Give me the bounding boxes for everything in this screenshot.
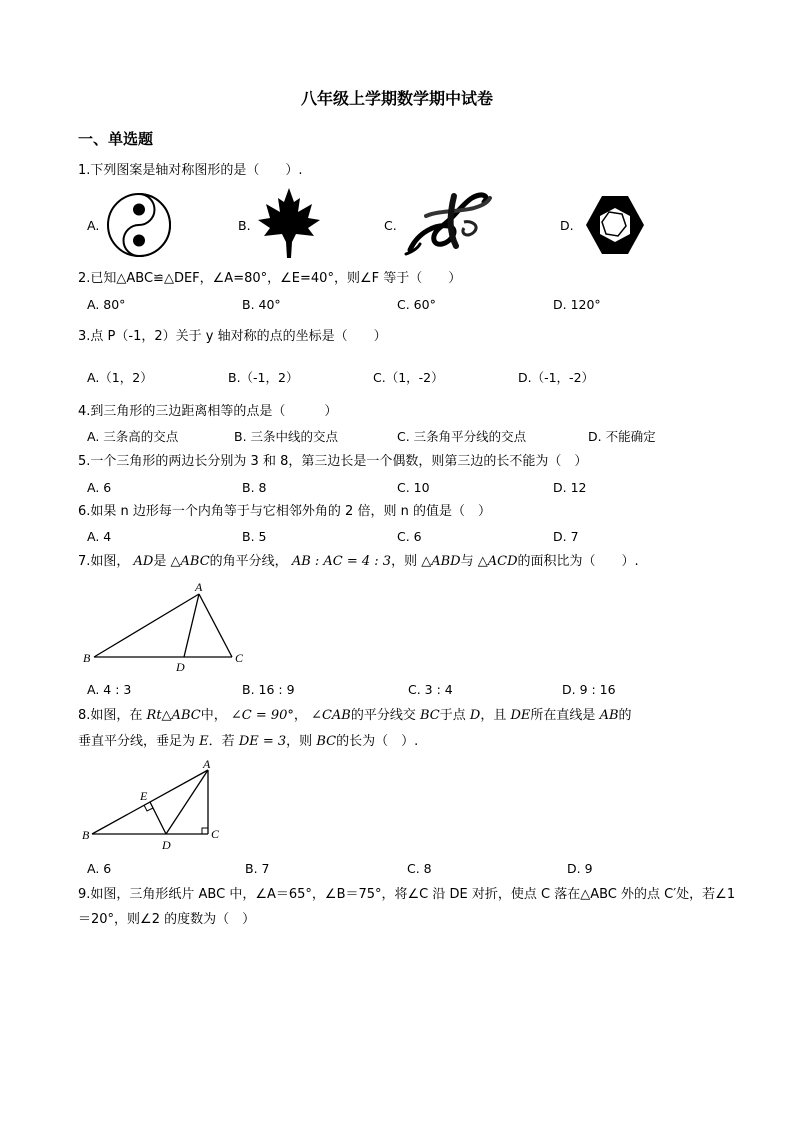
q8-label-b: B xyxy=(82,828,90,842)
page-title: 八年级上学期数学期中试卷 xyxy=(300,89,493,108)
section-heading: 一、单选题 xyxy=(78,130,154,148)
q3-option-c[interactable]: C.（1，-2） xyxy=(373,370,444,385)
q1-option-a[interactable]: A. xyxy=(87,218,100,233)
q1-option-d[interactable]: D. xyxy=(560,218,574,233)
q7-option-c[interactable]: C. 3 : 4 xyxy=(408,682,453,697)
q2-option-c[interactable]: C. 60° xyxy=(397,297,436,312)
q4-option-c[interactable]: C. 三条角平分线的交点 xyxy=(397,429,527,444)
q3-option-b[interactable]: B.（-1，2） xyxy=(228,370,299,385)
q8-option-c[interactable]: C. 8 xyxy=(407,861,432,876)
q1-option-c[interactable]: C. xyxy=(384,218,397,233)
q7-label-c: C xyxy=(235,651,244,665)
q2-option-a[interactable]: A. 80° xyxy=(87,297,126,312)
question-5-text: 5.一个三角形的两边长分别为 3 和 8，第三边长是一个偶数，则第三边的长不能为（ ） xyxy=(78,454,588,469)
q8-label-c: C xyxy=(211,827,220,841)
q4-option-a[interactable]: A. 三条高的交点 xyxy=(87,429,179,444)
q2-option-d[interactable]: D. 120° xyxy=(553,297,601,312)
q4-option-b[interactable]: B. 三条中线的交点 xyxy=(234,429,339,444)
question-8-text-line2: 垂直平分线，垂足为 E．若 DE = 3，则 BC的长为（ ）. xyxy=(78,734,419,749)
calligraphy-icon xyxy=(402,186,494,258)
question-1-text: 1.下列图案是轴对称图形的是（ ）. xyxy=(78,163,303,178)
question-9-text-line2: ＝20°，则∠2 的度数为（ ） xyxy=(78,912,256,927)
q8-right-triangle-diagram xyxy=(80,758,230,854)
q7-label-d: D xyxy=(176,660,185,672)
q8-option-b[interactable]: B. 7 xyxy=(245,861,270,876)
question-2-text: 2.已知△ABC≌△DEF，∠A=80°，∠E=40°，则∠F 等于（ ） xyxy=(78,271,462,286)
q7-label-a: A xyxy=(195,580,203,594)
question-9-text-line1: 9.如图，三角形纸片 ABC 中，∠A＝65°，∠B＝75°，将∠C 沿 DE 对折，使点 C 落在△ABC 外的点 C′处，若∠1 xyxy=(78,887,736,902)
q5-option-d[interactable]: D. 12 xyxy=(553,480,587,495)
question-7-text: 7.如图， AD是 △ABC的角平分线， AB : AC = 4 : 3，则 △ABD与 △ACD的面积比为（ ）. xyxy=(78,554,639,569)
q5-option-b[interactable]: B. 8 xyxy=(242,480,267,495)
q2-option-b[interactable]: B. 40° xyxy=(242,297,281,312)
q4-option-d[interactable]: D. 不能确定 xyxy=(588,429,656,444)
q3-option-a[interactable]: A.（1，2） xyxy=(87,370,153,385)
q7-option-a[interactable]: A. 4 : 3 xyxy=(87,682,132,697)
question-6-text: 6.如果 n 边形每一个内角等于与它相邻外角的 2 倍，则 n 的值是（ ） xyxy=(78,504,491,519)
q6-option-c[interactable]: C. 6 xyxy=(397,529,422,544)
q8-label-a: A xyxy=(203,758,211,771)
q8-label-e: E xyxy=(140,789,148,803)
q6-option-d[interactable]: D. 7 xyxy=(553,529,579,544)
question-3-text: 3.点 P（-1，2）关于 y 轴对称的点的坐标是（ ） xyxy=(78,329,387,344)
maple-leaf-icon xyxy=(256,186,322,260)
question-8-text-line1: 8.如图，在 Rt△ABC中， ∠C = 90°， ∠CAB的平分线交 BC于点 D，且 DE所在直线是 AB的 xyxy=(78,708,632,723)
q6-option-b[interactable]: B. 5 xyxy=(242,529,267,544)
q7-triangle-diagram xyxy=(80,580,260,672)
q6-option-a[interactable]: A. 4 xyxy=(87,529,112,544)
q3-option-d[interactable]: D.（-1，-2） xyxy=(518,370,595,385)
question-4-text: 4.到三角形的三边距离相等的点是（ ） xyxy=(78,404,338,419)
q5-option-a[interactable]: A. 6 xyxy=(87,480,112,495)
yin-yang-icon xyxy=(106,192,172,258)
q8-option-d[interactable]: D. 9 xyxy=(567,861,593,876)
q7-label-b: B xyxy=(83,651,91,665)
q7-option-b[interactable]: B. 16 : 9 xyxy=(242,682,295,697)
q1-option-b[interactable]: B. xyxy=(238,218,251,233)
q5-option-c[interactable]: C. 10 xyxy=(397,480,430,495)
q8-label-d: D xyxy=(162,838,171,852)
hexagon-icon xyxy=(582,192,648,258)
q8-option-a[interactable]: A. 6 xyxy=(87,861,112,876)
q7-option-d[interactable]: D. 9 : 16 xyxy=(562,682,616,697)
